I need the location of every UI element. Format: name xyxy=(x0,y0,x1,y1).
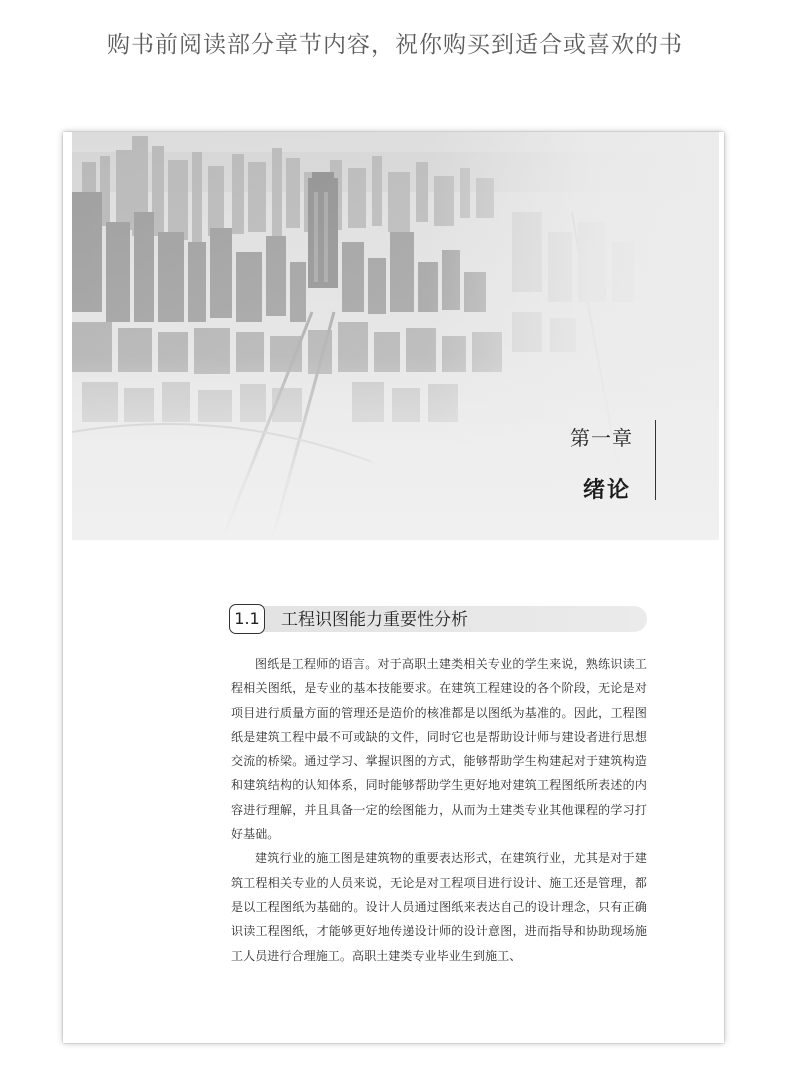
section-number-badge: 1.1 xyxy=(229,604,265,634)
paragraph: 图纸是工程师的语言。对于高职土建类相关专业的学生来说，熟练识读工程相关图纸，是专业的基本技能要求。在建筑工程建设的各个阶段，无论是对项目进行质量方面的管理还是造价的核准都是以图纸为基准的。因此，工程图纸是建筑工程中最不可或缺的文件，同时它也是帮助设计师与建设者进行思想交流的桥梁。通过学习、掌握识图的方式，能够帮助学生构建起对于建筑构造和建筑结构的认知体系，同时能够帮助学生更好地对建筑工程图纸所表述的内容进行理解，并且具备一定的绘图能力，从而为土建类专业其他课程的学习打好基础。 xyxy=(231,657,647,842)
chapter-number: 第一章 xyxy=(570,426,633,450)
page-caption: 购书前阅读部分章节内容，祝你购买到适合或喜欢的书 xyxy=(107,32,683,58)
paragraph: 建筑行业的施工图是建筑物的重要表达形式，在建筑行业，尤其是对于建筑工程相关专业的人员来说，无论是对工程项目进行设计、施工还是管理，都是以工程图纸为基础的。设计人员通过图纸来表达自己的设计理念，只有正确识读工程图纸，才能够更好地传递设计师的设计意图，进而指导和协助现场施工人员进行合理施工。高职土建类专业毕业生到施工、 xyxy=(231,851,647,963)
book-page xyxy=(63,132,724,1043)
body-text xyxy=(231,652,647,968)
chapter-divider xyxy=(655,420,656,500)
chapter-title: 绪论 xyxy=(582,478,631,503)
section-title: 工程识图能力重要性分析 xyxy=(281,610,468,630)
chapter-banner xyxy=(72,132,719,540)
